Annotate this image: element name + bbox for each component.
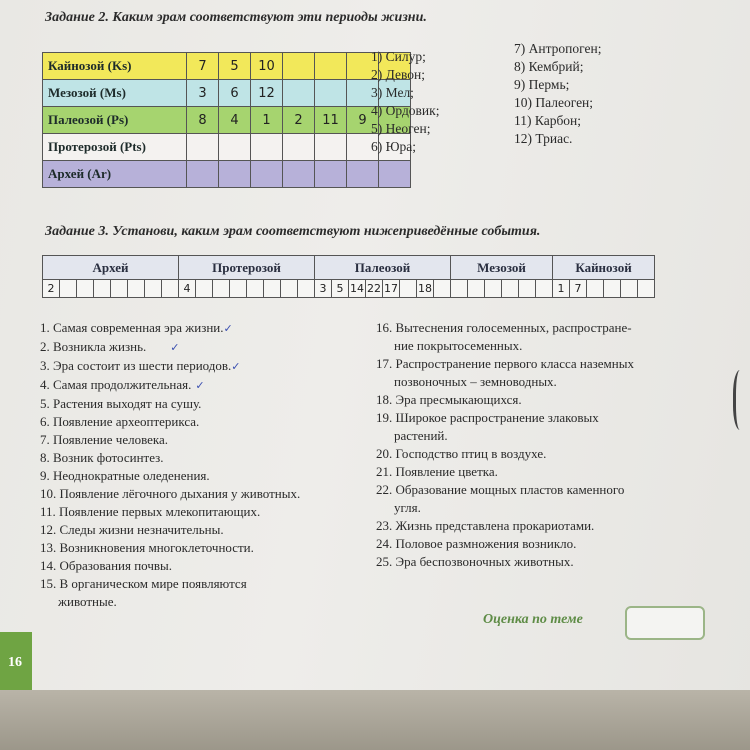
period-item: 12) Триас.: [514, 131, 573, 146]
task2-title: Задание 2. Каким эрам соответствуют эти периоды жизни.: [45, 10, 427, 25]
period-item: 5) Неоген;: [371, 121, 431, 136]
table-row: [43, 161, 411, 188]
answer-cell[interactable]: 22: [366, 280, 383, 298]
answer-cell[interactable]: 2: [43, 280, 60, 298]
period-item: 6) Юра;: [371, 139, 416, 154]
event-item: 16. Вытеснения голосеменных, распростране-: [376, 320, 632, 335]
answer-cell[interactable]: [283, 161, 315, 188]
event-item: 15. В органическом мире появляются: [40, 576, 247, 591]
period-item: 1) Силур;: [371, 49, 426, 64]
answer-cell[interactable]: 9: [347, 107, 379, 134]
event-item: 22. Образование мощных пластов каменного: [376, 482, 625, 497]
answer-cell[interactable]: [604, 280, 621, 298]
answer-cell[interactable]: 7: [187, 53, 219, 80]
era-header: Мезозой: [451, 256, 553, 280]
event-item: угля.: [394, 500, 421, 515]
event-item: 25. Эра беспозвоночных животных.: [376, 554, 574, 569]
answer-cell[interactable]: [315, 134, 347, 161]
era-header: Кайнозой: [553, 256, 655, 280]
event-item: 11. Появление первых млекопитающих.: [40, 504, 261, 519]
era-label: Мезозой (Ms): [43, 80, 187, 107]
answer-cell[interactable]: 17: [383, 280, 400, 298]
answer-cell[interactable]: [451, 280, 468, 298]
answer-cell[interactable]: 3: [315, 280, 332, 298]
event-item: 7. Появление человека.: [40, 432, 169, 447]
events-list-right: [376, 319, 634, 571]
check-mark-icon: ✓: [170, 341, 180, 354]
score-label: Оценка по теме: [483, 612, 583, 627]
answer-cell[interactable]: 14: [349, 280, 366, 298]
answer-cell[interactable]: [247, 280, 264, 298]
answer-cell[interactable]: [347, 161, 379, 188]
answer-cell[interactable]: [502, 280, 519, 298]
answer-cell[interactable]: 7: [570, 280, 587, 298]
table-row: [43, 80, 411, 107]
period-item: 3) Мел;: [371, 85, 414, 100]
events-list-left: [40, 319, 300, 611]
table-row: [43, 53, 411, 80]
check-mark-icon: ✓: [231, 360, 241, 373]
table-row: [43, 280, 655, 298]
answer-cell[interactable]: 1: [553, 280, 570, 298]
answer-cell[interactable]: 4: [219, 107, 251, 134]
page-number: 16: [8, 655, 22, 670]
event-item: 10. Появление лёгочного дыхания у животных.: [40, 486, 301, 501]
answer-cell[interactable]: 12: [251, 80, 283, 107]
answer-cell[interactable]: [162, 280, 179, 298]
answer-cell[interactable]: [187, 161, 219, 188]
answer-cell[interactable]: [485, 280, 502, 298]
answer-cell[interactable]: [60, 280, 77, 298]
period-item: 11) Карбон;: [514, 113, 582, 128]
answer-cell[interactable]: [587, 280, 604, 298]
answer-cell[interactable]: [77, 280, 94, 298]
event-item: 5. Растения выходят на сушу.: [40, 396, 202, 411]
answer-cell[interactable]: [298, 280, 315, 298]
answer-cell[interactable]: [283, 80, 315, 107]
event-item: 18. Эра пресмыкающихся.: [376, 392, 522, 407]
answer-cell[interactable]: [264, 280, 281, 298]
era-header: Палеозой: [315, 256, 451, 280]
answer-cell[interactable]: [145, 280, 162, 298]
answer-cell[interactable]: [315, 53, 347, 80]
period-item: 10) Палеоген;: [514, 95, 594, 110]
answer-cell[interactable]: [251, 134, 283, 161]
event-item: позвоночных – земноводных.: [394, 374, 557, 389]
period-item: 4) Ордовик;: [371, 103, 440, 118]
era-label: Кайнозой (Ks): [43, 53, 187, 80]
period-item: 8) Кембрий;: [514, 59, 584, 74]
table-surface: [0, 690, 750, 750]
answer-cell[interactable]: 5: [332, 280, 349, 298]
page-curl: [733, 370, 750, 430]
answer-cell[interactable]: 6: [219, 80, 251, 107]
event-item: 13. Возникновения многоклеточности.: [40, 540, 254, 555]
answer-cell[interactable]: [187, 134, 219, 161]
event-item: животные.: [58, 594, 117, 609]
event-item: 24. Половое размножения возникло.: [376, 536, 577, 551]
event-item: 21. Появление цветка.: [376, 464, 498, 479]
era-label: Архей (Ar): [43, 161, 187, 188]
event-item: ние покрытосеменных.: [394, 338, 523, 353]
score-box[interactable]: [625, 606, 705, 640]
answer-cell[interactable]: 1: [251, 107, 283, 134]
task3-table: [42, 255, 655, 298]
answer-cell[interactable]: [400, 280, 417, 298]
answer-cell[interactable]: [213, 280, 230, 298]
table-row: [43, 256, 655, 280]
answer-cell[interactable]: [519, 280, 536, 298]
era-header: Протерозой: [179, 256, 315, 280]
answer-cell[interactable]: [128, 280, 145, 298]
answer-cell[interactable]: [315, 161, 347, 188]
answer-cell[interactable]: 4: [179, 280, 196, 298]
answer-cell[interactable]: [379, 161, 411, 188]
event-item: 20. Господство птиц в воздухе.: [376, 446, 547, 461]
answer-cell[interactable]: 3: [187, 80, 219, 107]
event-item: 23. Жизнь представлена прокариотами.: [376, 518, 595, 533]
answer-cell[interactable]: 11: [315, 107, 347, 134]
period-item: 9) Пермь;: [514, 77, 570, 92]
event-item: растений.: [394, 428, 448, 443]
answer-cell[interactable]: 8: [187, 107, 219, 134]
event-item: 2. Возникла жизнь. ✓: [40, 339, 180, 354]
check-mark-icon: ✓: [223, 322, 233, 335]
answer-cell[interactable]: [315, 80, 347, 107]
event-item: 12. Следы жизни незначительны.: [40, 522, 224, 537]
event-item: 9. Неоднократные оледенения.: [40, 468, 210, 483]
task2-table: [42, 52, 411, 188]
periods-list-left: [371, 48, 439, 156]
event-item: 3. Эра состоит из шести периодов.✓: [40, 358, 241, 373]
answer-cell[interactable]: [196, 280, 213, 298]
answer-cell[interactable]: 2: [283, 107, 315, 134]
answer-cell[interactable]: [281, 280, 298, 298]
answer-cell[interactable]: [230, 280, 247, 298]
answer-cell[interactable]: [638, 280, 655, 298]
check-mark-icon: ✓: [195, 379, 205, 392]
table-row: [43, 134, 411, 161]
event-item: 1. Самая современная эра жизни.✓: [40, 320, 233, 335]
period-item: 2) Девон;: [371, 67, 425, 82]
answer-cell[interactable]: [283, 134, 315, 161]
answer-cell[interactable]: 5: [219, 53, 251, 80]
task3-title: Задание 3. Установи, каким эрам соответствуют нижеприведённые события.: [45, 224, 541, 239]
event-item: 17. Распространение первого класса наземных: [376, 356, 634, 371]
era-label: Палеозой (Ps): [43, 107, 187, 134]
answer-cell[interactable]: [219, 161, 251, 188]
answer-cell[interactable]: [94, 280, 111, 298]
era-label: Протерозой (Pts): [43, 134, 187, 161]
answer-cell[interactable]: [251, 161, 283, 188]
periods-list-right: [514, 40, 601, 148]
event-item: 8. Возник фотосинтез.: [40, 450, 164, 465]
answer-cell[interactable]: [111, 280, 128, 298]
answer-cell[interactable]: [621, 280, 638, 298]
event-item: 6. Появление археоптерикса.: [40, 414, 200, 429]
answer-cell[interactable]: [434, 280, 451, 298]
period-item: 7) Антропоген;: [514, 41, 602, 56]
answer-cell[interactable]: [468, 280, 485, 298]
table-row: [43, 107, 411, 134]
event-item: 4. Самая продолжительная. ✓: [40, 377, 205, 392]
era-header: Архей: [43, 256, 179, 280]
answer-cell[interactable]: [219, 134, 251, 161]
answer-cell[interactable]: [536, 280, 553, 298]
answer-cell[interactable]: 10: [251, 53, 283, 80]
event-item: 14. Образования почвы.: [40, 558, 172, 573]
answer-cell[interactable]: [283, 53, 315, 80]
answer-cell[interactable]: 18: [417, 280, 434, 298]
event-item: 19. Широкое распространение злаковых: [376, 410, 599, 425]
